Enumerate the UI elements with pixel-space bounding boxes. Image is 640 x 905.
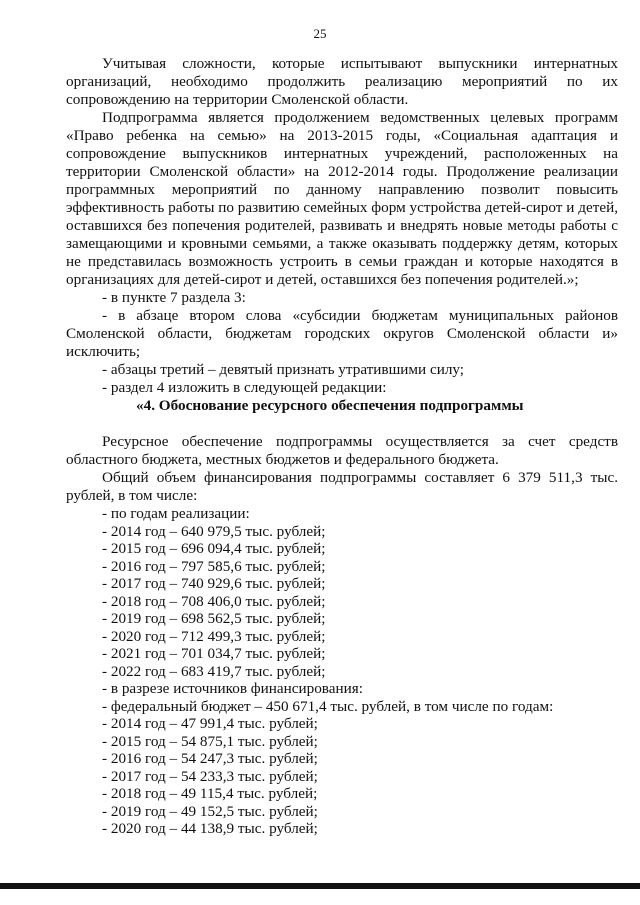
list-item: - 2020 год – 712 499,3 тыс. рублей; xyxy=(102,627,326,645)
years-total-list xyxy=(66,523,618,681)
paragraph-resources: Ресурсное обеспечение подпрограммы осуществляется за счет средств областного бюджета, местных бюджетов и федерального бюджета. xyxy=(66,433,618,468)
amendment-abzac2: - в абзаце втором слова «субсидии бюджетам муниципальных районов Смоленской области, бюджетам городских округов Смоленской области и» исключить; xyxy=(66,307,618,360)
paragraph-total-financing: Общий объем финансирования подпрограммы составляет 6 379 511,3 тыс. рублей, в том числе: xyxy=(66,469,618,504)
list-item: - 2015 год – 54 875,1 тыс. рублей; xyxy=(102,732,318,750)
list-item: - 2019 год – 698 562,5 тыс. рублей; xyxy=(102,610,326,627)
list-item: - 2020 год – 44 138,9 тыс. рублей; xyxy=(102,820,318,837)
amendment-item7: - в пункте 7 раздела 3: xyxy=(102,289,246,306)
list-item: - 2016 год – 54 247,3 тыс. рублей; xyxy=(102,750,318,767)
amendment-abzacy: - абзацы третий – девятый признать утратившими силу; xyxy=(102,361,465,378)
list-item: - 2018 год – 49 115,4 тыс. рублей; xyxy=(102,785,318,802)
scan-edge-bar xyxy=(0,883,640,889)
document-body xyxy=(66,55,618,838)
paragraph-graduates: Учитывая сложности, которые испытывают выпускники интернатных организаций, необходимо продолжить реализацию мероприятий по их сопровождению на территории Смоленской области. xyxy=(66,55,618,108)
years-federal-list xyxy=(66,715,618,838)
section-heading: «4. Обоснование ресурсного обеспечения подпрограммы xyxy=(136,397,524,414)
list-item: - 2018 год – 708 406,0 тыс. рублей; xyxy=(102,592,326,610)
list-item: - 2019 год – 49 152,5 тыс. рублей; xyxy=(102,802,318,820)
list-item: - 2021 год – 701 034,7 тыс. рублей; xyxy=(102,645,326,662)
federal-budget-label: - федеральный бюджет – 450 671,4 тыс. рублей, в том числе по годам: xyxy=(102,697,554,715)
list-item: - 2014 год – 640 979,5 тыс. рублей; xyxy=(102,522,326,540)
paragraph-subprogram-continuation: Подпрограмма является продолжением ведомственных целевых программ «Право ребенка на семью» на 2013-2015 годы, «Социальная адаптация и сопровождение выпускников интернатных учреждений, расположенных на территории Смоленской области» на 2012-2014 годы. Продолжение реализации программных мероприятий по данному направлению позволит повысить эффективность работы по развитию семейных форм устройства детей-сирот и детей, оставшихся без попечения родителей, развивать и внедрять новые методы работы с замещающими и кровными семьями, а также оказывать поддержку детям, которых не представилась возможность устроить в семьи граждан и которые находятся в организациях для детей-сирот и детей, оставшихся без попечения родителей.»; xyxy=(66,109,618,288)
list-item: - 2017 год – 740 929,6 тыс. рублей; xyxy=(102,575,326,592)
section-gap xyxy=(66,415,618,433)
by-years-label: - по годам реализации: xyxy=(102,505,250,522)
list-item: - 2014 год – 47 991,4 тыс. рублей; xyxy=(102,715,318,732)
list-item: - 2017 год – 54 233,3 тыс. рублей; xyxy=(102,767,318,785)
list-item: - 2015 год – 696 094,4 тыс. рублей; xyxy=(102,540,326,557)
by-sources-label: - в разрезе источников финансирования: xyxy=(102,680,363,697)
page-number: 25 xyxy=(313,26,327,41)
list-item: - 2016 год – 797 585,6 тыс. рублей; xyxy=(102,557,326,575)
amendment-razdel4: - раздел 4 изложить в следующей редакции: xyxy=(102,379,387,396)
list-item: - 2022 год – 683 419,7 тыс. рублей; xyxy=(102,662,326,680)
